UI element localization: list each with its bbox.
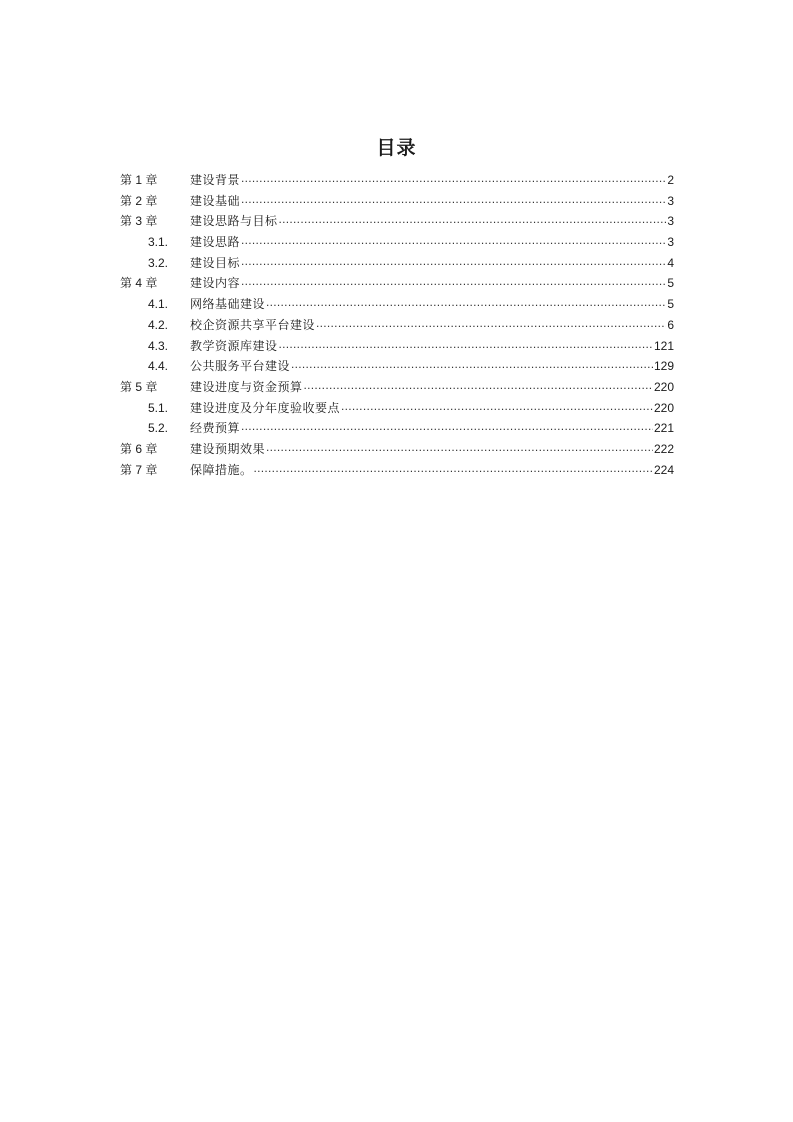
toc-entry-number: 第 1 章 (120, 173, 158, 187)
toc-entry-page: 129 (653, 359, 674, 374)
dot-leader (241, 193, 666, 205)
toc-entry-page: 3 (667, 235, 674, 250)
toc-entry-page: 3 (667, 214, 674, 229)
toc-entry-label: 公共服务平台建设 (190, 359, 291, 374)
dot-leader (254, 462, 653, 474)
dot-leader (279, 338, 653, 350)
toc-entry-chapter-7[interactable] (120, 460, 674, 481)
toc-entry-label: 建设背景 (190, 173, 241, 187)
toc-entry-number: 4.3. (148, 338, 169, 353)
dot-leader (316, 317, 666, 329)
toc-entry-label: 建设基础 (190, 193, 241, 208)
dot-leader (241, 255, 666, 267)
toc-entry-number: 第 7 章 (120, 462, 158, 477)
toc-entry-section-4-1[interactable] (120, 294, 674, 315)
toc-entry-chapter-5[interactable] (120, 377, 674, 398)
toc-entry-section-4-4[interactable] (120, 356, 674, 377)
dot-leader (279, 213, 667, 225)
toc-entry-number: 4.2. (148, 317, 169, 332)
toc-entry-page: 222 (653, 441, 674, 456)
toc-entry-label: 保障措施。 (190, 462, 253, 477)
toc-entry-chapter-1[interactable] (120, 170, 674, 191)
dot-leader (341, 400, 653, 412)
toc-entry-page: 6 (667, 317, 674, 332)
dot-leader (266, 441, 653, 453)
toc-entry-page: 5 (667, 297, 674, 312)
dot-leader (266, 296, 666, 308)
toc-entry-section-5-2[interactable] (120, 418, 674, 439)
toc-entry-label: 网络基础建设 (190, 297, 266, 312)
toc-entry-label: 建设内容 (190, 276, 241, 291)
toc-entry-page: 5 (667, 276, 674, 291)
toc-entry-label: 建设思路 (190, 235, 241, 250)
toc-entry-chapter-2[interactable] (120, 191, 674, 212)
dot-leader (241, 234, 666, 246)
toc-entry-page: 2 (667, 173, 674, 187)
toc-entry-page: 221 (653, 421, 674, 436)
toc-entry-number: 4.4. (148, 359, 169, 374)
toc-entry-number: 第 2 章 (120, 193, 158, 208)
toc-entry-number: 第 6 章 (120, 441, 158, 456)
toc-entry-page: 220 (653, 379, 674, 394)
toc-entry-label: 教学资源库建设 (190, 338, 278, 353)
toc-entry-section-3-1[interactable] (120, 232, 674, 253)
toc-entry-page: 224 (653, 462, 674, 477)
dot-leader (241, 275, 666, 287)
toc-entry-number: 4.1. (148, 297, 169, 312)
toc-entry-section-5-1[interactable] (120, 398, 674, 419)
toc-entry-label: 建设进度与资金预算 (190, 379, 303, 394)
toc-entry-page: 121 (653, 338, 674, 353)
toc-entry-page: 4 (667, 255, 674, 270)
toc-entry-page: 3 (667, 193, 674, 208)
toc-entry-number: 3.2. (148, 255, 169, 270)
toc-entry-number: 5.2. (148, 421, 169, 436)
toc-entry-label: 建设思路与目标 (190, 214, 278, 229)
toc-entry-chapter-4[interactable] (120, 273, 674, 294)
toc-entry-section-4-2[interactable] (120, 315, 674, 336)
toc-entry-chapter-6[interactable] (120, 439, 674, 460)
dot-leader (291, 358, 653, 370)
toc-entry-label: 建设目标 (190, 255, 241, 270)
toc-entry-number: 5.1. (148, 400, 169, 415)
toc-entry-label: 经费预算 (190, 421, 241, 436)
toc-entry-number: 3.1. (148, 235, 169, 250)
toc-entry-page: 220 (653, 400, 674, 415)
toc-entry-section-4-3[interactable] (120, 336, 674, 357)
dot-leader (304, 379, 653, 391)
toc-entry-number: 第 4 章 (120, 276, 158, 291)
toc-entry-label: 建设进度及分年度验收要点 (190, 400, 341, 415)
dot-leader (241, 172, 666, 184)
dot-leader (241, 420, 653, 432)
toc-title: 目录 (376, 137, 417, 159)
toc-entry-label: 校企资源共享平台建设 (190, 317, 316, 332)
toc-entry-label: 建设预期效果 (190, 441, 266, 456)
toc-entry-number: 第 5 章 (120, 379, 158, 394)
toc-entry-chapter-3[interactable] (120, 211, 674, 232)
toc-entry-section-3-2[interactable] (120, 253, 674, 274)
table-of-contents (120, 170, 674, 480)
toc-entry-number: 第 3 章 (120, 214, 158, 229)
